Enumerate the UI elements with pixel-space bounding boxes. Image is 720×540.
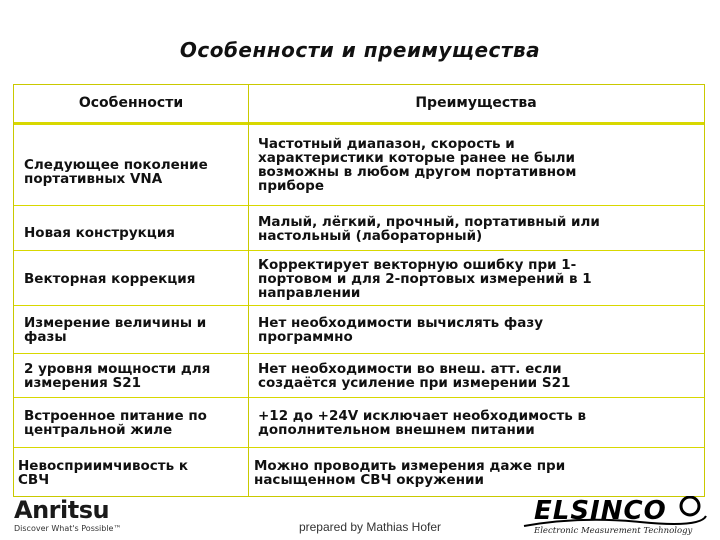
- table-row: [14, 447, 704, 497]
- benefit-cell: Можно проводить измерения даже при насыщенном СВЧ окружении: [254, 457, 566, 488]
- prepared-by-text: prepared by Mathias Hofer: [298, 520, 442, 534]
- features-table: [13, 84, 705, 497]
- anritsu-wordmark: Anritsu: [14, 496, 110, 524]
- elsinco-logo: [520, 496, 710, 538]
- feature-cell: 2 уровня мощности для измерения S21: [24, 361, 211, 391]
- table-row: [14, 205, 704, 251]
- table-row: [14, 125, 704, 205]
- feature-cell: Встроенное питание по центральной жиле: [24, 408, 207, 438]
- feature-cell: Новая конструкция: [24, 224, 175, 241]
- feature-cell: Векторная коррекция: [24, 270, 196, 287]
- header-features: Особенности: [78, 95, 184, 111]
- table-header: [14, 85, 704, 125]
- benefit-cell: Малый, лёгкий, прочный, портативный или настольный (лабораторный): [258, 213, 600, 244]
- table-row: [14, 397, 704, 448]
- feature-cell: Измерение величины и фазы: [24, 315, 207, 345]
- table-row: [14, 250, 704, 306]
- anritsu-logo: [14, 496, 154, 536]
- column-divider: [248, 85, 249, 496]
- anritsu-tagline: Discover What's Possible™: [14, 524, 122, 533]
- table-row: [14, 305, 704, 354]
- benefit-cell: Нет необходимости вычислять фазу программно: [258, 315, 544, 345]
- benefit-cell: Корректирует векторную ошибку при 1- портовом и для 2-портовых измерений в 1 направлении: [258, 256, 592, 301]
- slide-title: Особенности и преимущества: [179, 38, 541, 62]
- elsinco-wordmark: ELSINCO: [534, 496, 667, 526]
- benefit-cell: +12 до +24V исключает необходимость в дополнительном внешнем питании: [258, 408, 587, 438]
- benefit-cell: Нет необходимости во внеш. атт. если создаётся усиление при измерении S21: [258, 361, 571, 391]
- benefit-cell: Частотный диапазон, скорость и характеристики которые ранее не были возможны в любом другом портативном приборе: [258, 136, 577, 194]
- table-row: [14, 353, 704, 398]
- feature-cell: Следующее поколение портативных VNA: [24, 157, 208, 187]
- elsinco-tagline: Electronic Measurement Technology: [534, 526, 693, 536]
- header-benefits: Преимущества: [415, 95, 537, 111]
- feature-cell: Невосприимчивость к СВЧ: [18, 457, 188, 488]
